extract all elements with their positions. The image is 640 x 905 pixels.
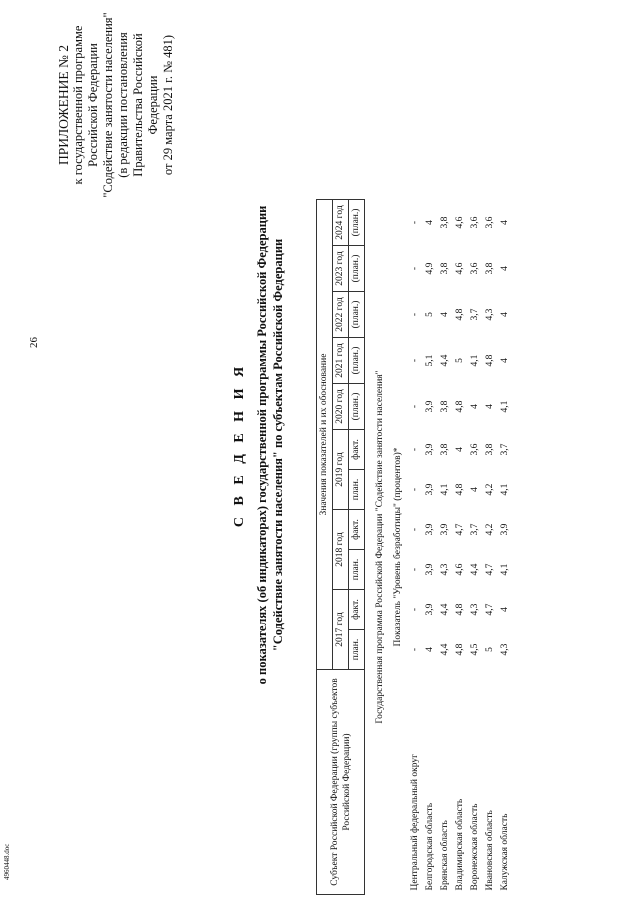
table-cell: 4,2 <box>484 523 495 536</box>
table-row <box>422 200 437 895</box>
table-cell: 4,4 <box>469 563 480 576</box>
table-cell: - <box>409 487 420 492</box>
table-cell: - <box>409 220 420 225</box>
table-cell: 4,8 <box>484 354 495 367</box>
table-cell: 3,8 <box>439 443 450 456</box>
table-cell: 4 <box>499 607 510 612</box>
table-cell: - <box>409 447 420 452</box>
table-cell: 5 <box>424 312 435 317</box>
table-cell: 3,6 <box>469 216 480 229</box>
table-cell: 4,3 <box>469 603 480 616</box>
table-cell: 4,1 <box>499 400 510 413</box>
table-cell: 5 <box>454 358 465 363</box>
table-cell: 4,7 <box>454 523 465 536</box>
table-cell: 4 <box>424 647 435 652</box>
year-header: 2017 год <box>333 590 349 670</box>
table-cell: 3,6 <box>484 216 495 229</box>
table-cell: 4,1 <box>439 483 450 496</box>
year-header: 2019 год <box>333 430 349 510</box>
table-cell: 4 <box>439 312 450 317</box>
title-line-2: "Содействие занятости населения" по субъектам Российской Федерации <box>271 238 285 652</box>
table-row <box>437 200 452 895</box>
appendix-line: Правительства Российской Федерации <box>131 33 160 177</box>
year-header: 2024 год <box>333 200 349 246</box>
table-cell: 3,9 <box>424 400 435 413</box>
subject-column-header: Субъект Российской Федерации (группы субъектов Российской Федерации) <box>317 670 365 895</box>
title-heading: С В Е Д Е Н И Я <box>232 362 247 528</box>
table-cell: 4 <box>499 312 510 317</box>
table-cell: 4,8 <box>454 308 465 321</box>
table-cell: 3,6 <box>469 262 480 275</box>
table-cell: 4,6 <box>454 262 465 275</box>
table-cell: 4,4 <box>439 643 450 656</box>
table-cell: 3,9 <box>424 483 435 496</box>
region-name: Владимирская область <box>454 798 465 891</box>
title-line-1: о показателях (об индикаторах) государственной программы Российской Федерации <box>255 205 269 685</box>
table-cell: 4,8 <box>454 483 465 496</box>
table-cell: 3,8 <box>484 262 495 275</box>
table-row <box>482 200 497 895</box>
appendix-line: Российской Федерации <box>86 43 100 167</box>
region-name: Центральный федеральный округ <box>409 754 420 891</box>
table-cell: 4,3 <box>439 563 450 576</box>
table-cell: 3,9 <box>424 603 435 616</box>
appendix-line: к государственной программе <box>71 25 85 185</box>
table-cell: 5 <box>484 647 495 652</box>
table-cell: 3,9 <box>424 563 435 576</box>
fact-subheader: факт. <box>349 590 365 630</box>
table-row <box>467 200 482 895</box>
plan-subheader: план. <box>349 470 365 510</box>
table-cell: - <box>409 567 420 572</box>
table-cell: 3,9 <box>499 523 510 536</box>
table-cell: 4,9 <box>424 262 435 275</box>
table-cell: 4,6 <box>454 563 465 576</box>
year-header: 2018 год <box>333 510 349 590</box>
table-cell: 4,8 <box>454 643 465 656</box>
footer-file-code: 4960448.doc <box>3 843 11 880</box>
year-header: 2020 год <box>333 384 349 430</box>
region-name: Ивановская область <box>484 810 495 891</box>
table-cell: 3,9 <box>424 523 435 536</box>
indicators-table <box>316 199 512 895</box>
table-cell: 4,1 <box>499 563 510 576</box>
table-cell: 3,8 <box>439 216 450 229</box>
table-cell: 4 <box>499 220 510 225</box>
table-cell: 4 <box>469 404 480 409</box>
table-cell: 3,7 <box>469 523 480 536</box>
table-cell: 4 <box>484 404 495 409</box>
table-cell: 4 <box>424 220 435 225</box>
table-cell: 3,7 <box>499 443 510 456</box>
plan-subheader: план. <box>349 630 365 670</box>
appendix-block <box>56 5 176 205</box>
program-row: Государственная программа Российской Федерации "Содействие занятости населения" <box>375 370 385 724</box>
table-cell: 4 <box>499 358 510 363</box>
table-cell: 4,3 <box>499 643 510 656</box>
appendix-line: ПРИЛОЖЕНИЕ № 2 <box>56 44 71 166</box>
fact-subheader: факт. <box>349 510 365 550</box>
region-name: Брянская область <box>439 820 450 891</box>
table-cell: - <box>409 607 420 612</box>
table-cell: - <box>409 527 420 532</box>
table-cell: 3,8 <box>484 443 495 456</box>
table-cell: 4 <box>499 266 510 271</box>
values-group-header: Значения показателей и их обоснование <box>317 200 333 670</box>
year-header: 2023 год <box>333 246 349 292</box>
table-cell: 3,9 <box>439 523 450 536</box>
table-cell: 4,5 <box>469 643 480 656</box>
table-row <box>407 200 422 895</box>
table-cell: 3,9 <box>424 443 435 456</box>
fact-subheader: факт. <box>349 430 365 470</box>
table-cell: - <box>409 404 420 409</box>
table-cell: 4,4 <box>439 603 450 616</box>
table-cell: 4,8 <box>454 400 465 413</box>
table-cell: 5,1 <box>424 354 435 367</box>
table-cell: - <box>409 647 420 652</box>
table-cell: 4,8 <box>454 603 465 616</box>
table-cell: 4,7 <box>484 563 495 576</box>
table-cell: - <box>409 358 420 363</box>
plan-subheader: (план.) <box>349 292 365 338</box>
table-cell: 4,7 <box>484 603 495 616</box>
table-cell: - <box>409 312 420 317</box>
table-cell: 3,7 <box>469 308 480 321</box>
table-cell: 4,1 <box>499 483 510 496</box>
plan-subheader: (план.) <box>349 384 365 430</box>
plan-subheader: (план.) <box>349 200 365 246</box>
table-cell: 3,6 <box>469 443 480 456</box>
plan-subheader: план. <box>349 550 365 590</box>
document-title <box>232 125 286 765</box>
table-cell: - <box>409 266 420 271</box>
table-cell: 4 <box>454 447 465 452</box>
plan-subheader: (план.) <box>349 338 365 384</box>
table-cell: 4,1 <box>469 354 480 367</box>
table-row <box>497 200 512 895</box>
indicator-row: Показатель "Уровень безработицы" (процентов)* <box>393 447 403 647</box>
table-cell: 3,8 <box>439 262 450 275</box>
table-cell: 4,6 <box>454 216 465 229</box>
page-number: 26 <box>28 337 40 348</box>
table-cell: 4,2 <box>484 483 495 496</box>
table-cell: 4,4 <box>439 354 450 367</box>
appendix-line: "Содействие занятости населения" <box>101 12 115 198</box>
table-row <box>452 200 467 895</box>
region-name: Калужская область <box>499 813 510 891</box>
table-cell: 4,3 <box>484 308 495 321</box>
table-cell: 3,8 <box>439 400 450 413</box>
region-name: Белгородская область <box>424 802 435 891</box>
region-name: Воронежская область <box>469 803 480 891</box>
table-cell: 4 <box>469 487 480 492</box>
plan-subheader: (план.) <box>349 246 365 292</box>
appendix-line: (в редакции постановления <box>116 32 130 178</box>
year-header: 2022 год <box>333 292 349 338</box>
year-header: 2021 год <box>333 338 349 384</box>
appendix-line: от 29 марта 2021 г. № 481) <box>161 34 175 176</box>
